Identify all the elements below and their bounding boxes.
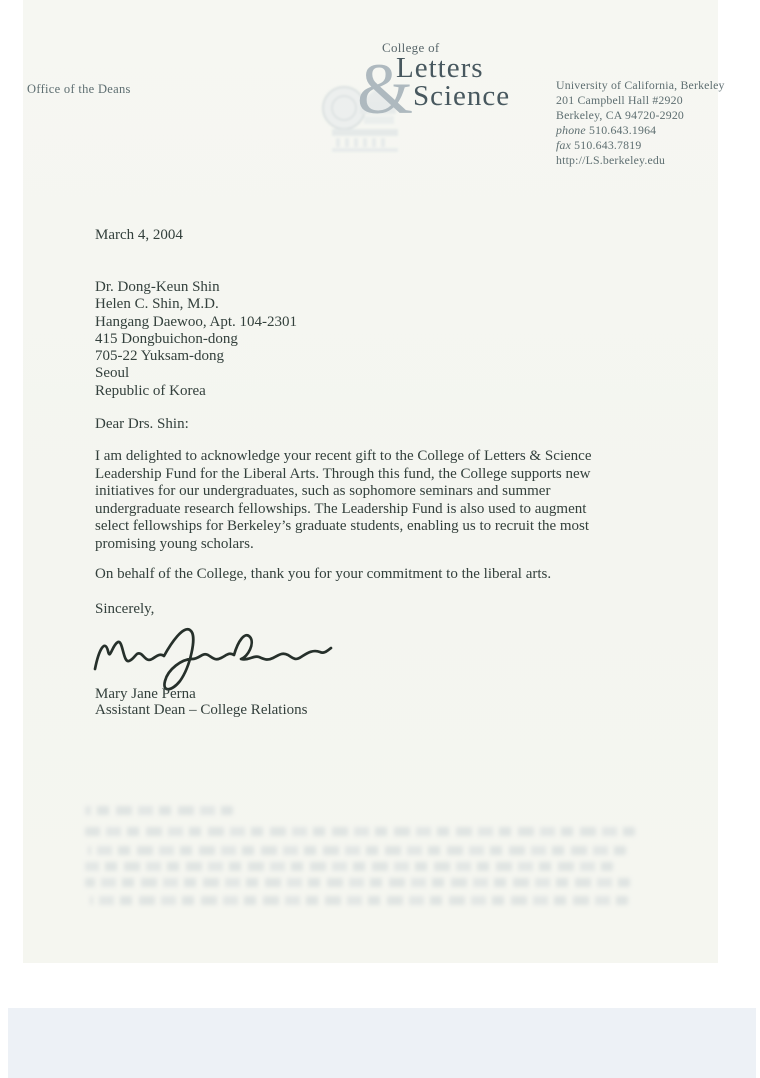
- logo-college-of: College of: [382, 40, 440, 55]
- paragraph-line: I am delighted to acknowledge your recent gift to the College of Letters & Science: [95, 448, 592, 464]
- paragraph-line: promising young scholars.: [95, 535, 254, 552]
- contact-url: http://LS.berkeley.edu: [556, 153, 666, 167]
- recipient-line: Dr. Dong-Keun Shin: [95, 279, 220, 295]
- phone-label: phone: [556, 123, 586, 137]
- bleedthrough-line: [88, 846, 626, 855]
- bleedthrough-line: [90, 896, 628, 905]
- body-paragraph-1: [95, 448, 592, 553]
- contact-phone: [556, 123, 725, 138]
- signer-title: Assistant Dean – College Relations: [95, 702, 308, 718]
- body-paragraph-2: On behalf of the College, thank you for your commitment to the liberal arts.: [95, 566, 552, 582]
- logo-science: Science: [413, 80, 511, 112]
- bleedthrough-line: [85, 862, 613, 871]
- letter-page: [23, 0, 725, 963]
- logo-letters: Letters: [396, 52, 484, 84]
- logo-ampersand: &: [357, 49, 414, 129]
- recipient-line: Seoul: [95, 365, 130, 382]
- paragraph-line: initiatives for our undergraduates, such as sophomore seminars and summer: [95, 483, 551, 499]
- recipient-line: 705-22 Yuksam-dong: [95, 348, 225, 365]
- fax-label: fax: [556, 138, 572, 152]
- recipient-line: Helen C. Shin, M.D.: [95, 296, 219, 313]
- contact-city: Berkeley, CA 94720-2920: [556, 108, 685, 122]
- bleedthrough-line: [85, 827, 635, 836]
- contact-hall: 201 Campbell Hall #2920: [556, 93, 683, 107]
- recipient-line: Hangang Daewoo, Apt. 104-2301: [95, 313, 298, 330]
- phone-number: 510.643.1964: [589, 123, 657, 137]
- scanner-background-band: [8, 1008, 756, 1078]
- salutation: Dear Drs. Shin:: [95, 416, 189, 432]
- paragraph-line: select fellowships for Berkeley’s graduate students, enabling us to recruit the most: [95, 518, 590, 534]
- paragraph-line: undergraduate research fellowships. The Leadership Fund is also used to augment: [95, 500, 587, 517]
- office-of-the-deans-label: Office of the Deans: [27, 82, 131, 96]
- recipient-line: Republic of Korea: [95, 382, 206, 399]
- recipient-address-block: [95, 279, 297, 400]
- recipient-line: 415 Dongbuichon-dong: [95, 330, 238, 347]
- bleedthrough-line: [85, 806, 233, 815]
- paragraph-line: Leadership Fund for the Liberal Arts. Through this fund, the College supports new: [95, 465, 591, 482]
- closing: Sincerely,: [95, 601, 155, 617]
- letter-date: March 4, 2004: [95, 227, 183, 243]
- contact-fax: [556, 138, 725, 153]
- signer-name: Mary Jane Perna: [95, 686, 196, 702]
- bleedthrough-line: [85, 878, 630, 887]
- fax-number: 510.643.7819: [574, 138, 642, 152]
- contact-university: University of California, Berkeley: [556, 78, 725, 92]
- letterhead-contact-block: [556, 78, 725, 168]
